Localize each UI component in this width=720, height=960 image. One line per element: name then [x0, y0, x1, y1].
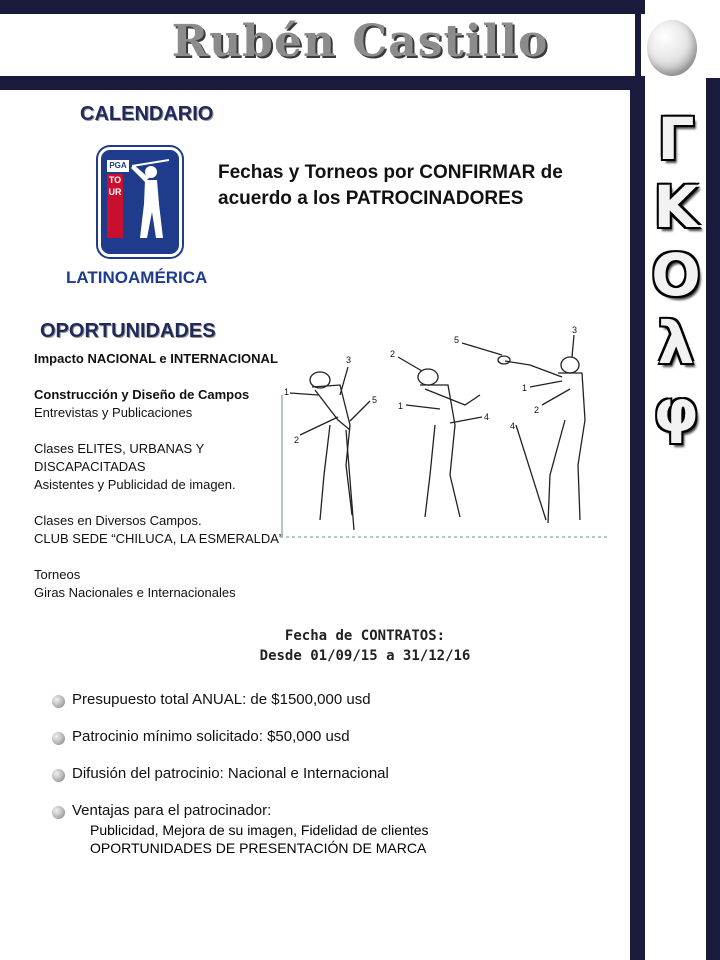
contratos-block [200, 626, 530, 666]
fechas-statement: Fechas y Torneos por CONFIRMAR de acuerdo a los PATROCINADORES [218, 162, 563, 209]
list-item: Giras Nacionales e Internacionales [34, 585, 236, 600]
page-title: Rubén Castillo [171, 16, 549, 67]
list-item [52, 727, 592, 747]
swing-label: 1 [522, 383, 528, 393]
bullet-icon [52, 695, 65, 708]
swing-label: 1 [398, 401, 404, 411]
greek-letter: Κ [653, 173, 699, 241]
swing-label: 2 [534, 405, 540, 415]
swing-label: 2 [294, 435, 300, 445]
header-top-bar [0, 0, 645, 14]
contratos-dates: Desde 01/09/15 a 31/12/16 [259, 648, 471, 664]
swing-label: 5 [454, 335, 460, 345]
list-item [52, 690, 592, 710]
difusion-text: Difusión del patrocinio: Nacional e Internacional [72, 765, 389, 782]
greek-letter: φ [653, 377, 699, 445]
swing-label: 4 [484, 412, 490, 422]
golf-ball-icon [647, 20, 697, 76]
presupuesto-text: Presupuesto total ANUAL: de $1500,000 usd [72, 691, 371, 708]
ventajas-text: Ventajas para el patrocinador: [72, 802, 272, 819]
list-item [52, 764, 592, 784]
greek-letter: Γ [657, 105, 695, 173]
greek-letter: Ο [651, 241, 701, 309]
list-item: Torneos [34, 567, 81, 582]
swing-label: 3 [346, 355, 352, 365]
greek-letter: λ [657, 309, 695, 377]
list-item: Impacto NACIONAL e INTERNACIONAL [34, 351, 278, 366]
list-item: Clases ELITES, URBANAS Y DISCAPACITADAS [34, 441, 205, 474]
logo-tour-text: TOUR [107, 174, 123, 238]
latinoamerica-logo-text: LATINOAMÉRICA [66, 268, 208, 287]
sidebar-edge [706, 78, 720, 960]
patrocinio-text: Patrocinio mínimo solicitado: $50,000 usd [72, 728, 350, 745]
golfer-silhouette-icon [125, 158, 173, 246]
logo-pga-text: PGA [107, 160, 129, 172]
pga-tour-logo [98, 147, 182, 257]
bullet-icon [52, 769, 65, 782]
bullet-icon [52, 806, 65, 819]
swing-label: 1 [284, 387, 290, 397]
sidebar-column [630, 90, 645, 960]
ventajas-sub-item: OPORTUNIDADES DE PRESENTACIÓN DE MARCA [90, 840, 427, 856]
details-list [52, 690, 592, 857]
header-bottom-bar [0, 76, 645, 90]
swing-label: 5 [372, 395, 378, 405]
golf-swing-illustration [280, 325, 610, 545]
list-item: Construcción y Diseño de Campos [34, 387, 250, 402]
greek-letters [648, 105, 704, 445]
list-item: Entrevistas y Publicaciones [34, 405, 193, 420]
list-item [52, 801, 592, 821]
oportunidades-heading: OPORTUNIDADES [40, 320, 216, 342]
ventajas-sub-item: Publicidad, Mejora de su imagen, Fidelidad de clientes [90, 822, 429, 838]
calendario-heading: CALENDARIO [80, 103, 214, 125]
swing-label: 3 [572, 325, 578, 335]
contratos-title: Fecha de CONTRATOS: [284, 628, 446, 644]
list-item: Clases en Diversos Campos. [34, 513, 202, 528]
list-item: Asistentes y Publicidad de imagen. [34, 477, 236, 492]
list-item: CLUB SEDE “CHILUCA, LA ESMERALDA” [34, 531, 284, 546]
bullet-icon [52, 732, 65, 745]
swing-label: 2 [390, 349, 396, 359]
swing-label: 4 [510, 421, 516, 431]
